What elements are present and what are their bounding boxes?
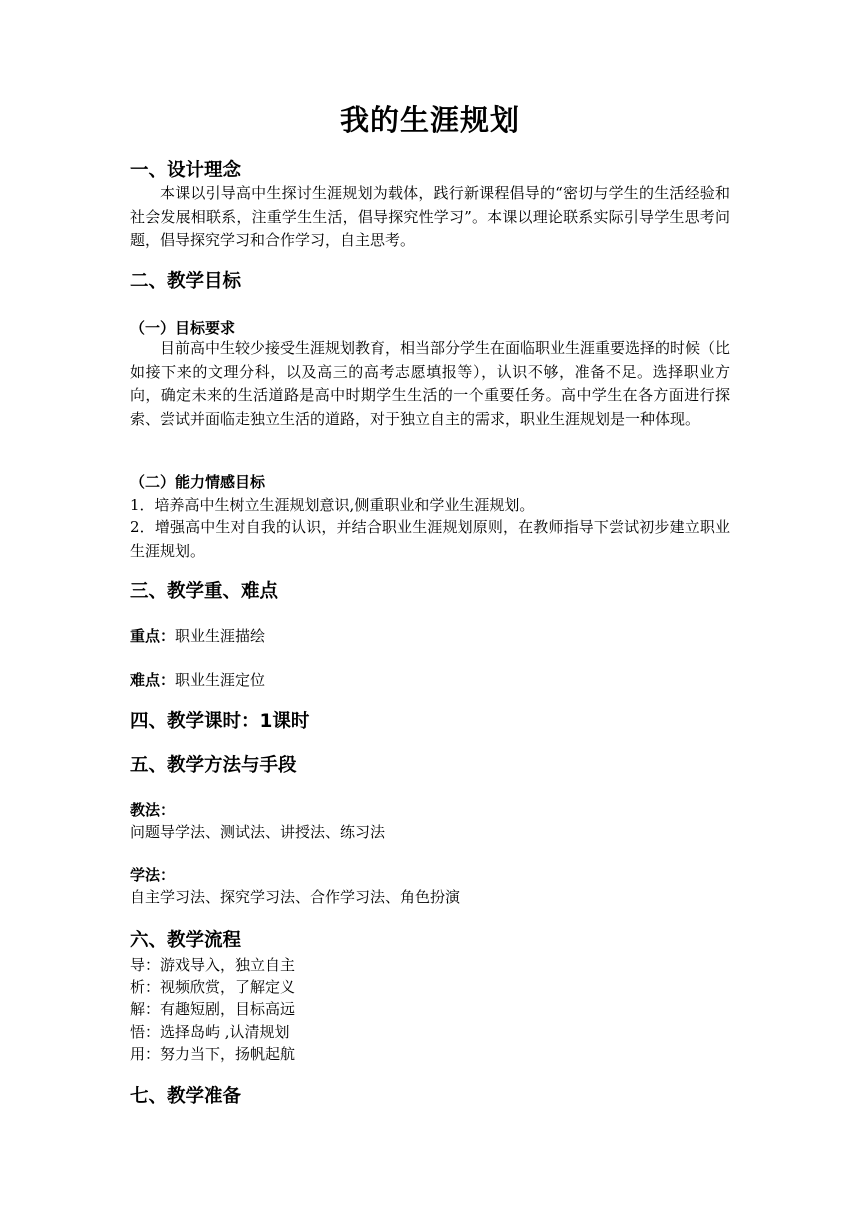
difficult-point-line [130,669,730,691]
key-point-line [130,625,730,647]
section-heading-methods: 五、教学方法与手段 [130,755,297,776]
teaching-process-list [130,954,295,1065]
teaching-method-label [130,799,730,821]
process-step: 用：努力当下，扬帆起航 [130,1044,296,1063]
section-heading-teaching-process: 六、教学流程 [130,930,242,951]
process-step: 导：游戏导入，独立自主 [130,956,296,974]
difficult-point-text: 职业生涯定位 [175,671,266,689]
section-heading-design-concept: 一、设计理念 [130,160,242,181]
document-title: 我的生涯规划 [339,103,520,137]
teaching-method-label-text: 教法： [130,801,176,819]
key-point-label: 重点： [130,627,176,645]
goal-item-2: 2．增强高中生对自我的认识，并结合职业生涯规划原则，在教师指导下尝试初步建立职业生涯规划。 [130,518,730,560]
design-concept-paragraph: 本课以引导高中生探讨生涯规划为载体，践行新课程倡导的“密切与学生的生活经验和社会发展相联系，注重学生生活，倡导探究性学习”。本课以理论联系实际引导学生思考问题，倡导探究学习和合作学习，自主思考。 [130,184,730,249]
learning-method-label [130,864,730,886]
subheading-goal-requirements: （一）目标要求 [130,319,236,337]
learning-method-label-text: 学法： [130,866,176,884]
difficult-point-label: 难点： [130,671,176,689]
process-step: 解：有趣短剧，目标高远 [130,1000,296,1019]
section-heading-class-hours: 四、教学课时：1课时 [130,711,310,732]
goal-requirements-paragraph: 目前高中生较少接受生涯规划教育，相当部分学生在面临职业生涯重要选择的时候（比如接下来的文理分科，以及高三的高考志愿填报等），认识不够，准备不足。选择职业方向，确定未来的生活道路是高中时期学生生活的一个重要任务。高中学生在各方面进行探索、尝试并面临走独立生活的道路，对于独立自主的需求，职业生涯规划是一种体现。 [130,339,731,428]
subheading-ability-emotion-goals: （二）能力情感目标 [130,473,266,491]
section-heading-preparation: 七、教学准备 [130,1086,242,1107]
goal-item-1: 1．培养高中生树立生涯规划意识,侧重职业和学业生涯规划。 [130,496,535,514]
key-point-text: 职业生涯描绘 [175,627,266,645]
process-step: 析：视频欣赏，了解定义 [130,978,296,997]
process-step: 悟：选择岛屿 ,认清规划 [130,1022,290,1041]
section-heading-key-difficult: 三、教学重、难点 [130,581,279,602]
section-heading-teaching-goals: 二、教学目标 [130,271,242,292]
teaching-method-text: 问题导学法、测试法、讲授法、练习法 [130,823,386,841]
learning-method-text: 自主学习法、探究学习法、合作学习法、角色扮演 [130,888,461,906]
